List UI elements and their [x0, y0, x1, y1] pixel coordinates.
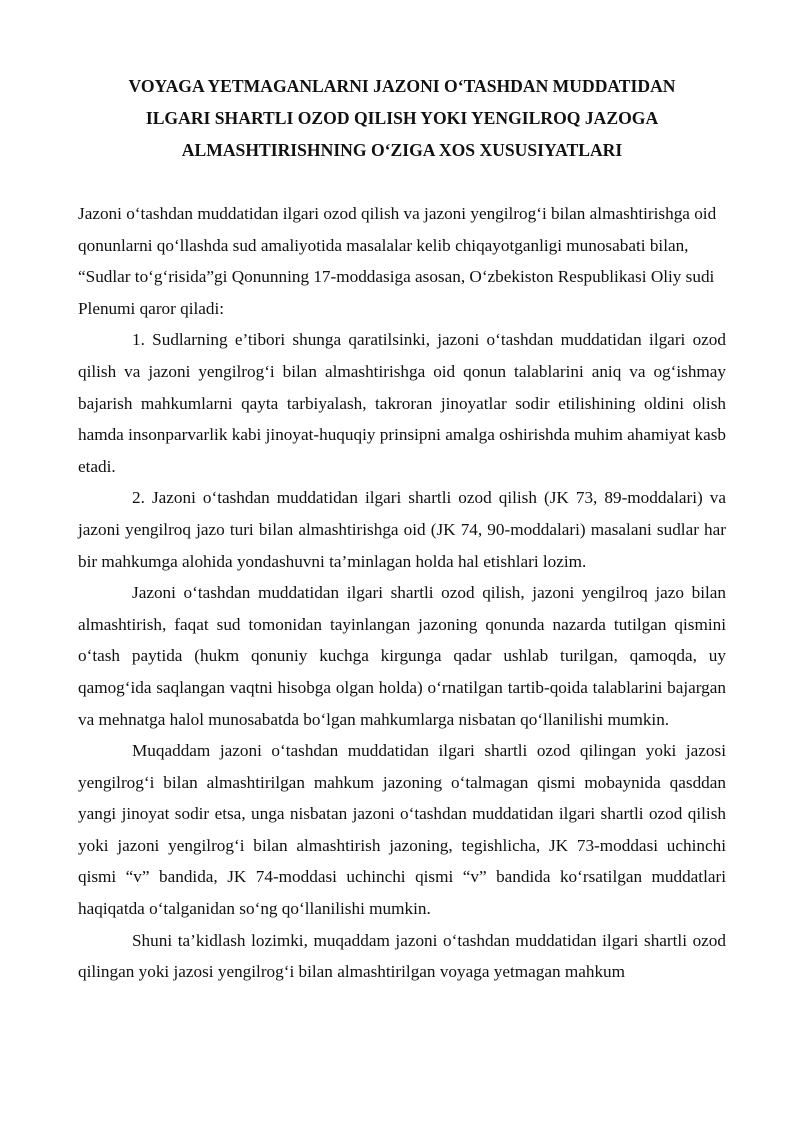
paragraph-5: Shuni ta’kidlash lozimki, muqaddam jazoni o‘tashdan muddatidan ilgari shartli ozod qilingan yoki jazosi yengilrog‘i bilan almashtirilgan voyaga yetmagan mahkum [78, 930, 726, 982]
title-line-3: ALMASHTIRISHNING O‘ZIGA XOS XUSUSIYATLARI [181, 140, 623, 160]
document-title [78, 70, 726, 166]
title-line-1: VOYAGA YETMAGANLARNI JAZONI O‘TASHDAN MUDDATIDAN [128, 76, 676, 96]
paragraph-3: Jazoni o‘tashdan muddatidan ilgari shartli ozod qilish, jazoni yengilroq jazo bilan almashtirish, faqat sud tomonidan tayinlangan jazoning qonunda nazarda tutilgan qismini o‘tash paytida (hukm qonuniy kuchga kirgunga qadar ushlab turilgan, qamoqda, uy qamog‘ida saqlangan vaqtni hisobga olgan holda) o‘rnatilgan tartib-qoida talablarini bajargan va mehnatga halol munosabatda bo‘lgan mahkumlarga nisbatan qo‘llanilishi mumkin. [78, 583, 726, 729]
preamble-paragraph: Jazoni o‘tashdan muddatidan ilgari ozod qilish va jazoni yengilrog‘i bilan almashtirishga oid qonunlarni qo‘llashda sud amaliyotida masalalar kelib chiqayotganligi munosabati bilan, “Sudlar to‘g‘risida”gi Qonunning 17-moddasiga asosan, O‘zbekiston Respublikasi Oliy sudi Plenumi qaror qiladi: [78, 204, 717, 318]
title-line-2: ILGARI SHARTLI OZOD QILISH YOKI YENGILROQ JAZOGA [145, 108, 659, 128]
paragraph-1: 1. Sudlarning e’tibori shunga qaratilsinki, jazoni o‘tashdan muddatidan ilgari ozod qilish va jazoni yengilrog‘i bilan almashtirishga oid qonun talablarini aniq va og‘ishmay bajarish mahkumlarni qayta tarbiyalash, takroran jinoyatlar sodir etilishining oldini olish hamda insonparvarlik kabi jinoyat-huquqiy prinsipni amalga oshirishda muhim ahamiyat kasb etadi. [78, 330, 726, 476]
paragraph-4: Muqaddam jazoni o‘tashdan muddatidan ilgari shartli ozod qilingan yoki jazosi yengilrog‘i bilan almashtirilgan mahkum jazoning o‘talmagan qismi mobaynida qasddan yangi jinoyat sodir etsa, unga nisbatan jazoni o‘tashdan muddatidan ilgari shartli ozod qilish yoki jazoni yengilrog‘i bilan almashtirish jazoning, tegishlicha, JK 73-moddasi uchinchi qismi “v” bandida, JK 74-moddasi uchinchi qismi “v” bandida ko‘rsatilgan muddatlari haqiqatda o‘talganidan so‘ng qo‘llanilishi mumkin. [78, 741, 726, 919]
paragraph-2: 2. Jazoni o‘tashdan muddatidan ilgari shartli ozod qilish (JK 73, 89-moddalari) va jazoni yengilroq jazo turi bilan almashtirishga oid (JK 74, 90-moddalari) masalani sudlar har bir mahkumga alohida yondashuvni ta’minlagan holda hal etishlari lozim. [78, 488, 726, 571]
